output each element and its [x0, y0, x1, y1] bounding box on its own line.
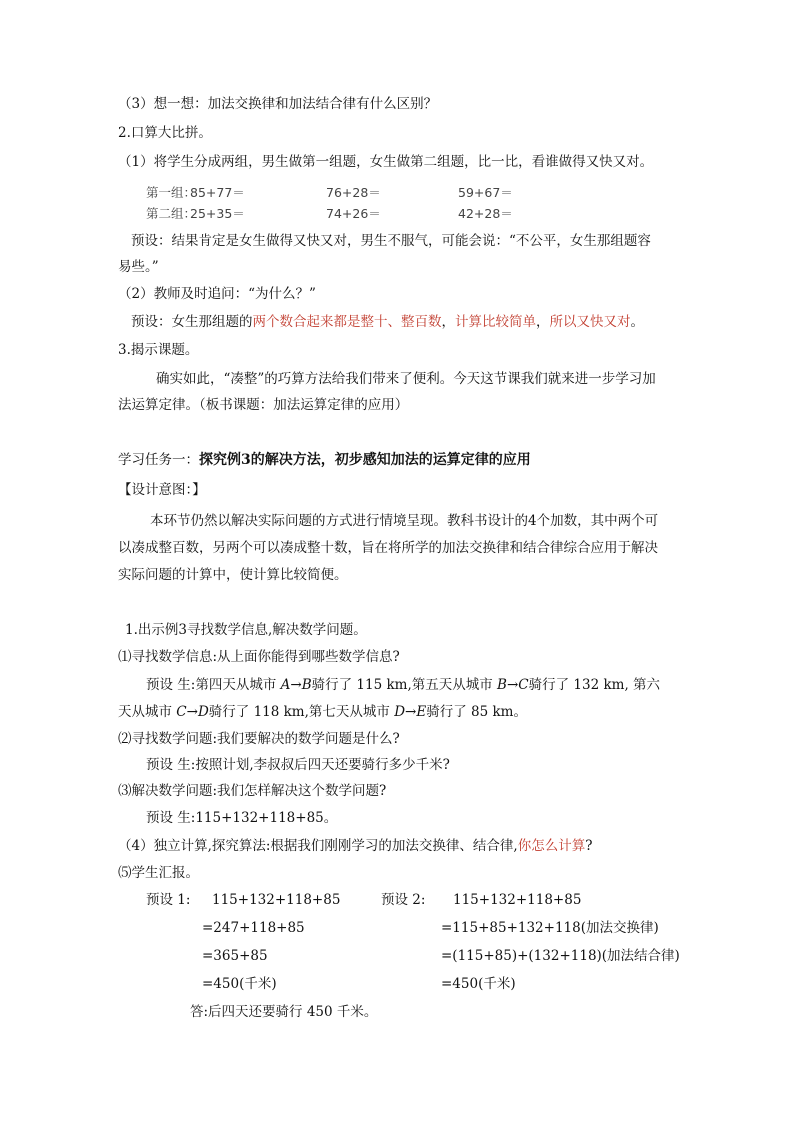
answer-1b-text-2: 骑行了 118 km,第七天从城市 — [208, 704, 395, 720]
intro-line-a: 确实如此，“凑整”的巧算方法给我们带来了便利。今天这节课我们就来进一步学习加 — [156, 371, 656, 387]
group2-label: 第二组： — [146, 206, 197, 221]
city-e: E — [416, 704, 427, 720]
preset-calc-2-line-3: =(115+85)+(132+118)(加法结合律) — [441, 948, 680, 964]
intro-line-b: 法运算定律。（板书课题：加法运算定律的应用） — [118, 397, 409, 413]
q4-highlight: 你怎么计算 — [517, 838, 586, 854]
group1-label: 第一组： — [146, 185, 197, 200]
answer-1b-text-1: 天从城市 — [118, 704, 177, 720]
preset-calc-2-line-2: =115+85+132+118(加法交换律) — [441, 920, 659, 936]
q4-lead: （4）独立计算,探究算法:根据我们刚刚学习的加法交换律、结合律, — [118, 838, 518, 854]
preset-calc-1-label: 预设 1: — [146, 892, 191, 908]
preset-2-highlight-2: 计算比较简单 — [455, 314, 536, 330]
city-b: B — [301, 677, 312, 693]
preset-2-sep-2: ， — [536, 314, 550, 330]
example-q4 — [118, 837, 592, 855]
example-answer-1-line-a — [146, 676, 660, 694]
task-title: 探究例3的解决方法，初步感知加法的运算定律的应用 — [199, 452, 531, 468]
answer-1a-text-2: 骑行了 115 km,第五天从城市 — [311, 677, 498, 693]
arrow-icon: → — [290, 677, 302, 693]
example-step-1: 1.出示例3寻找数学信息,解决数学问题。 — [125, 622, 367, 638]
example-q3: ⑶解决数学问题:我们怎样解决这个数学问题? — [118, 783, 387, 799]
question-3: （3）想一想：加法交换律和加法结合律有什么区别？ — [118, 96, 438, 112]
design-intent-label: 【设计意图：】 — [118, 482, 206, 498]
preset-2-sep-1: ， — [441, 314, 455, 330]
section-3-heading: 3.揭示课题。 — [118, 342, 199, 358]
task-heading — [118, 451, 531, 469]
example-answer-2: 预设 生:按照计划,李叔叔后四天还要骑行多少千米? — [146, 757, 450, 773]
arrow-icon: → — [405, 704, 417, 720]
design-intent-line-a: 本环节仍然以解决实际问题的方式进行情境呈现。教科书设计的4个加数，其中两个可 — [150, 513, 659, 529]
city-c-2: C — [176, 704, 187, 720]
example-answer-1-line-b — [118, 703, 527, 721]
city-b-2: B — [497, 677, 507, 693]
example-q5: ⑸学生汇报。 — [118, 865, 199, 881]
example-q2: ⑵寻找数学问题:我们要解决的数学问题是什么? — [118, 731, 400, 747]
preset-calc-2-label: 预设 2: — [381, 892, 426, 908]
example-q1: ⑴寻找数学信息:从上面你能得到哪些数学信息? — [118, 649, 400, 665]
section-2-step-1: （1）将学生分成两组，男生做第一组题，女生做第二组题，比一比，看谁做得又快又对。 — [118, 154, 654, 170]
answer-1a-text-3: 骑行了 132 km, 第六 — [528, 677, 661, 693]
task-prefix: 学习任务一： — [118, 452, 199, 468]
preset-2-highlight-1: 两个数合起来都是整十、整百数 — [252, 314, 442, 330]
group1-expr-2: 76+28＝ — [326, 185, 381, 200]
preset-calc-1-line-2: =247+118+85 — [202, 920, 305, 936]
example-answer-3: 预设 生:115+132+118+85。 — [146, 810, 338, 826]
preset-2 — [131, 313, 644, 331]
design-intent-line-c: 实际问题的计算中，使计算比较简便。 — [118, 567, 348, 583]
group2-expr-3: 42+28＝ — [458, 206, 513, 221]
preset-2-highlight-3: 所以又快又对 — [549, 314, 631, 330]
preset-1-line-a: 预设：结果肯定是女生做得又快又对，男生不服气，可能会说：“不公平，女生那组题容 — [131, 233, 651, 249]
final-answer: 答:后四天还要骑行 450 千米。 — [190, 1004, 378, 1020]
group1-expr-1: 85+77＝ — [190, 185, 245, 200]
preset-2-lead: 预设：女生那组题的 — [131, 314, 253, 330]
section-2-heading: 2.口算大比拼。 — [118, 125, 212, 141]
city-a: A — [280, 677, 291, 693]
city-d: D — [197, 704, 209, 720]
city-d-2: D — [394, 704, 406, 720]
arrow-icon: → — [186, 704, 198, 720]
preset-calc-1-line-4: =450(千米) — [202, 976, 277, 992]
preset-calc-1-line-1: 115+132+118+85 — [212, 892, 341, 908]
group1-expr-3: 59+67＝ — [458, 185, 513, 200]
preset-calc-1-line-3: =365+85 — [202, 948, 268, 964]
answer-1b-text-3: 骑行了 85 km。 — [426, 704, 527, 720]
preset-calc-2-line-1: 115+132+118+85 — [453, 892, 582, 908]
design-intent-line-b: 以凑成整百数，另两个可以凑成整十数，旨在将所学的加法交换律和结合律综合应用于解决 — [118, 540, 658, 556]
arrow-icon: → — [506, 677, 519, 693]
city-c: C — [518, 677, 529, 693]
preset-calc-2-line-4: =450(千米) — [441, 976, 516, 992]
section-2-step-2: （2）教师及时追问：“为什么？” — [118, 286, 316, 302]
preset-2-end: 。 — [630, 314, 644, 330]
group2-expr-2: 74+26＝ — [326, 206, 381, 221]
q4-end: ? — [585, 838, 593, 854]
preset-1-line-b: 易些。” — [118, 259, 159, 275]
answer-1a-text-1: 预设 生:第四天从城市 — [146, 677, 281, 693]
group2-expr-1: 25+35＝ — [190, 206, 245, 221]
